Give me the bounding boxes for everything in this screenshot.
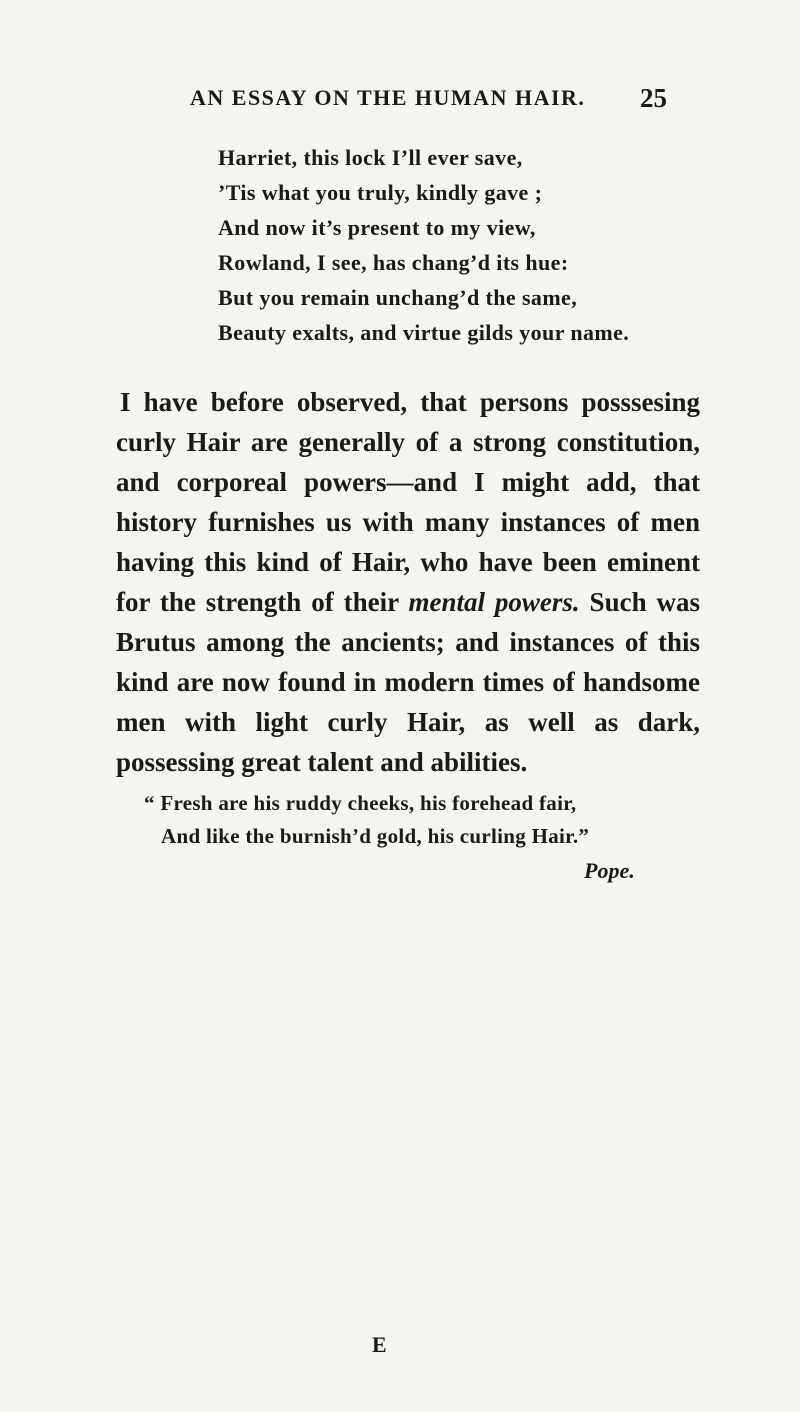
poem-line: Harriet, this lock I’ll ever save, [218,145,523,170]
quote-attribution: Pope. [584,858,635,883]
paragraph-text-start: I have before observed, that persons posssesing curly Hair are generally of a strong constitution, and corporeal powers—and I might add, that history furnishes us with many instances of men having this kind of Hair, who have been eminent for the strength of their [116,387,700,617]
signature-mark: E [372,1332,387,1357]
paragraph-text-end: Such was Brutus among the ancients; and instances of this kind are now found in modern times of handsome men with light curly Hair, as well as dark, possessing great talent and abilities. [116,587,700,777]
poem-line: But you remain unchang’d the same, [218,285,578,310]
poem-line: Rowland, I see, has chang’d its hue: [218,250,569,275]
running-title: AN ESSAY ON THE HUMAN HAIR. [190,85,586,110]
page-number: 25 [640,83,667,113]
poem-line: And now it’s present to my view, [218,215,536,240]
poem-line: ’Tis what you truly, kindly gave ; [218,180,543,205]
body-paragraph [116,382,700,782]
quote-line: “ Fresh are his ruddy cheeks, his forehead fair, [144,791,577,815]
paragraph-emphasis: mental powers. [408,587,580,617]
poem-line: Beauty exalts, and virtue gilds your name. [218,320,630,345]
quote-line: And like the burnish’d gold, his curling Hair.” [161,824,590,848]
poem [218,140,778,350]
verse-quotation [144,787,744,853]
